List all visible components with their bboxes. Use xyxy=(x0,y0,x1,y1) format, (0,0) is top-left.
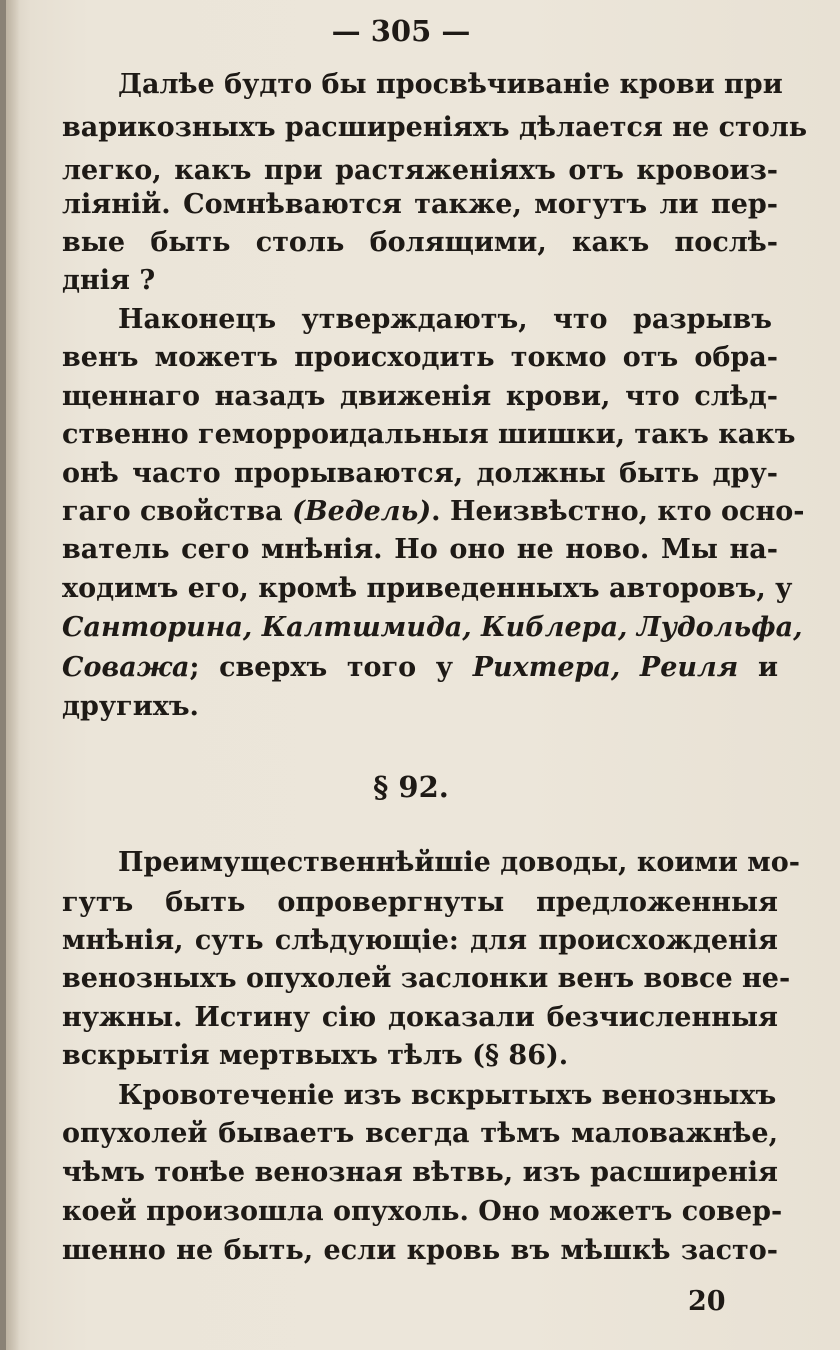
text-line: чѣмъ тонѣе венозная вѣтвь, изъ расширенія xyxy=(62,1157,778,1188)
text-line: венозныхъ опухолей заслонки венъ вовсе не- xyxy=(62,963,791,994)
text-line: Преимущественнѣйшіе доводы, коими мо- xyxy=(118,847,800,878)
text-line: легко, какъ при растяженіяхъ отъ кровоиз- xyxy=(62,155,778,186)
text-line: мнѣнія, суть слѣдующіе: для происхожденія xyxy=(62,925,778,956)
text-line: Соважа; сверхъ того у Рихтера, Реиля и xyxy=(62,652,778,683)
text-line: гутъ быть опровергнуты предложенныя xyxy=(62,887,778,918)
text-line: Наконецъ утверждаютъ, что разрывъ xyxy=(118,304,772,335)
text-line: онѣ часто прорываются, должны быть дру- xyxy=(62,458,778,489)
page-gutter xyxy=(6,0,20,1350)
text-line: ліяній. Сомнѣваются также, могутъ ли пер- xyxy=(62,189,778,220)
page-number-header: — 305 — xyxy=(331,14,471,48)
book-page xyxy=(6,0,840,1350)
text-line: венъ можетъ происходить токмо отъ обра- xyxy=(62,342,778,373)
text-line: вые быть столь болящими, какъ послѣ- xyxy=(62,227,778,258)
text-line: ватель сего мнѣнія. Но оно не ново. Мы на- xyxy=(62,534,778,565)
text-line: другихъ. xyxy=(62,691,199,722)
text-line: нужны. Истину сію доказали безчисленныя xyxy=(62,1002,778,1033)
text-line: коей произошла опухоль. Оно можетъ совер- xyxy=(62,1196,783,1227)
text-line: Далѣе будто бы просвѣчиваніе крови при xyxy=(118,69,783,100)
signature-mark: 20 xyxy=(688,1286,726,1317)
text-line: днія ? xyxy=(62,265,156,296)
text-line-authors: Санторина, Калтшмида, Киблера, Лудольфа, xyxy=(62,612,803,643)
text-line: ственно геморроидальныя шишки, такъ какъ xyxy=(62,419,796,450)
section-heading: § 92. xyxy=(373,770,449,804)
text-line: Кровотеченіе изъ вскрытыхъ венозныхъ xyxy=(118,1080,777,1111)
text-line: щеннаго назадъ движенія крови, что слѣд- xyxy=(62,381,778,412)
text-line: ходимъ его, кромѣ приведенныхъ авторовъ, у xyxy=(62,573,793,604)
text-line: шенно не быть, если кровь въ мѣшкѣ засто- xyxy=(62,1235,778,1266)
author-ref: (Ведель) xyxy=(292,496,432,527)
text-line: опухолей бываетъ всегда тѣмъ маловажнѣе, xyxy=(62,1118,778,1149)
text-line: гаго свойства (Ведель). Неизвѣстно, кто осно- xyxy=(62,496,805,527)
text-line: вскрытія мертвыхъ тѣлъ (§ 86). xyxy=(62,1040,569,1071)
text-line: варикозныхъ расширеніяхъ дѣлается не столь xyxy=(62,112,808,143)
